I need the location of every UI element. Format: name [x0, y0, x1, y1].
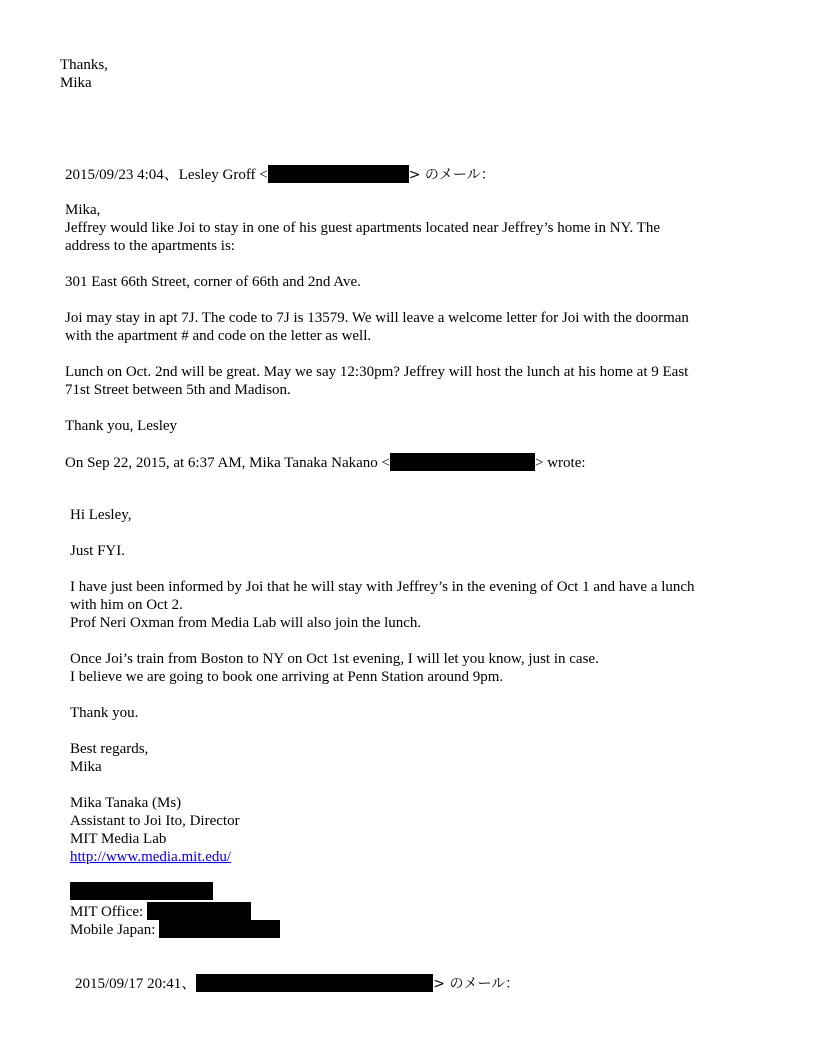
signature-org: MIT Media Lab [70, 831, 167, 847]
signature-url-line [70, 848, 231, 866]
signature-name: Mika Tanaka (Ms) [70, 795, 182, 811]
earlier-header-suffix: > のメール： [433, 976, 520, 992]
lesley-p2-line1: Joi may stay in apt 7J. The code to 7J is 13579. We will leave a welcome letter for Joi with the doorman [65, 310, 689, 326]
lesley-p1-line2: address to the apartments is: [65, 238, 235, 254]
lesley-p3-line1: Lunch on Oct. 2nd will be great. May we say 12:30pm? Jeffrey will host the lunch at his home at 9 East [65, 364, 689, 380]
lesley-greeting: Mika, [65, 202, 101, 218]
lesley-email-header [65, 165, 495, 184]
lesley-header-prefix: 2015/09/23 4:04、Lesley Groff < [65, 167, 268, 183]
lesley-p2-line2: with the apartment # and code on the letter as well. [65, 328, 372, 344]
top-signoff-name: Mika [60, 75, 92, 91]
mika-p1-line3: Prof Neri Oxman from Media Lab will also join the lunch. [70, 615, 422, 631]
mika-p1-line1: I have just been informed by Joi that he will stay with Jeffrey’s in the evening of Oct 1 and have a lunch [70, 579, 695, 595]
redacted-block [70, 882, 213, 900]
mika-p2-line2: I believe we are going to book one arriving at Penn Station around 9pm. [70, 669, 504, 685]
signature-title: Assistant to Joi Ito, Director [70, 813, 240, 829]
earlier-email-header [75, 974, 519, 993]
lesley-signoff: Thank you, Lesley [65, 418, 178, 434]
top-thanks: Thanks, [60, 57, 108, 73]
earlier-header-prefix: 2015/09/17 20:41、 [75, 976, 197, 992]
mit-office-line [70, 902, 251, 921]
redacted-email-mika [390, 453, 535, 471]
mit-office-label: MIT Office: [70, 904, 144, 920]
redacted-signature-line [70, 882, 213, 901]
mika-p1-line2: with him on Oct 2. [70, 597, 183, 613]
redacted-office-phone [147, 902, 251, 920]
redacted-sender [196, 974, 433, 992]
quoted-header-prefix: On Sep 22, 2015, at 6:37 AM, Mika Tanaka Nakano < [65, 455, 391, 471]
mika-p2-line1: Once Joi’s train from Boston to NY on Oct 1st evening, I will let you know, just in case. [70, 651, 599, 667]
mobile-japan-line [70, 920, 280, 939]
lesley-p3-line2: 71st Street between 5th and Madison. [65, 382, 291, 398]
mika-greeting: Hi Lesley, [70, 507, 132, 523]
quoted-header-suffix: > wrote: [535, 455, 586, 471]
mika-name: Mika [70, 759, 102, 775]
lesley-p1-line1: Jeffrey would like Joi to stay in one of his guest apartments located near Jeffrey’s home in NY. The [65, 220, 661, 236]
media-lab-link[interactable]: http://www.media.mit.edu/ [70, 849, 232, 865]
lesley-header-suffix: > のメール： [408, 167, 495, 183]
mobile-japan-label: Mobile Japan: [70, 922, 156, 938]
quoted-header [65, 453, 586, 472]
mika-regards: Best regards, [70, 741, 149, 757]
mika-thanks: Thank you. [70, 705, 139, 721]
lesley-address: 301 East 66th Street, corner of 66th and 2nd Ave. [65, 274, 361, 290]
redacted-email-lesley [268, 165, 409, 183]
mika-fyi: Just FYI. [70, 543, 126, 559]
redacted-mobile-phone [159, 920, 280, 938]
